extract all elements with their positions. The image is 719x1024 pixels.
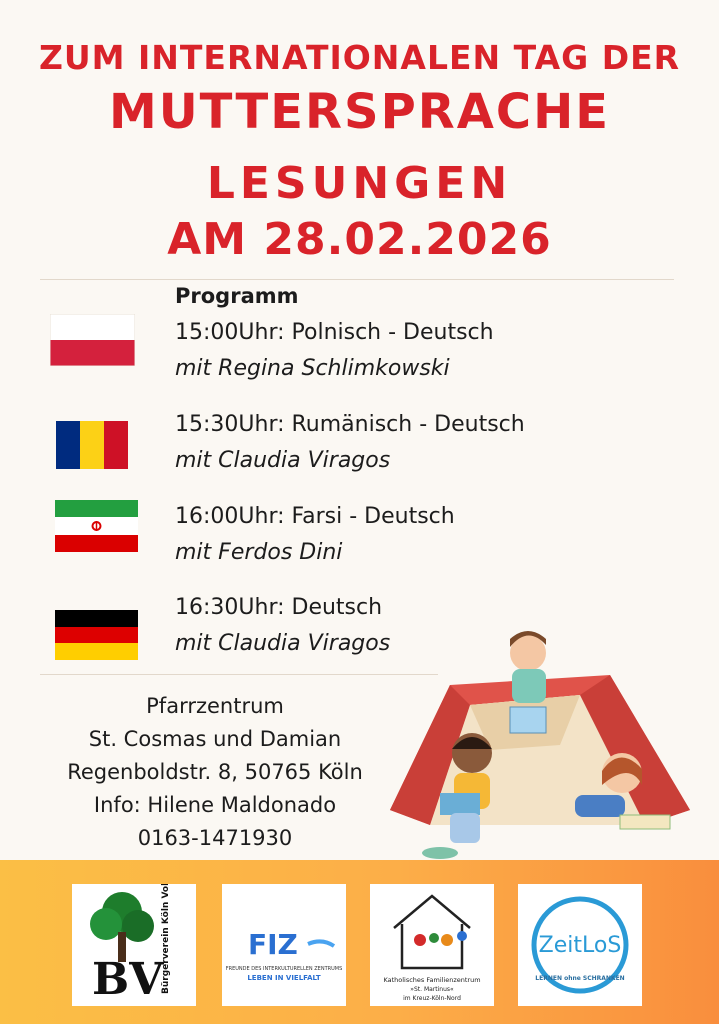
zeitlos-logo (518, 884, 642, 1006)
svg-text:Katholisches Familienzentrum: Katholisches Familienzentrum (383, 976, 481, 984)
title-line-3: LESUNGEN (206, 158, 513, 209)
venue-church: St. Cosmas und Damian (88, 727, 342, 751)
program-title: Programm (175, 284, 299, 308)
entry-time: 15:00Uhr: Polnisch - Deutsch (175, 320, 494, 345)
entry-reader: mit Claudia Viragos (175, 631, 391, 656)
contact-phone: 0163-1471930 (137, 826, 293, 850)
entry-time: 15:30Uhr: Rumänisch - Deutsch (175, 412, 525, 437)
entry-time: 16:30Uhr: Deutsch (175, 595, 383, 620)
top-divider (40, 279, 674, 280)
bv-tree-icon (72, 884, 196, 1006)
program-entry (175, 315, 494, 387)
program-entry (175, 407, 525, 479)
fiz-logo (222, 884, 346, 1006)
program-entry (175, 499, 455, 571)
entry-time: 16:00Uhr: Farsi - Deutsch (175, 504, 455, 529)
family-center-logo (370, 884, 494, 1006)
venue-street: Regenboldstr. 8, 50765 Köln (67, 760, 363, 784)
title-line-1: ZUM INTERNATIONALEN TAG DER (38, 38, 681, 77)
entry-reader: mit Claudia Viragos (175, 448, 391, 473)
venue-address (20, 690, 410, 855)
fiz-wordmark-icon (222, 884, 346, 1006)
bv-logo (72, 884, 196, 1006)
bottom-divider (40, 674, 438, 675)
svg-text:LERNEN ohne SCHRANKEN: LERNEN ohne SCHRANKEN (535, 975, 625, 982)
entry-reader: mit Regina Schlimkowski (175, 356, 450, 381)
svg-text:»St. Martinus«: »St. Martinus« (410, 986, 454, 993)
romania-flag-icon (56, 421, 128, 469)
svg-text:BV: BV (92, 954, 164, 1005)
program-entry (175, 590, 390, 662)
svg-text:ZeitLoS: ZeitLoS (538, 933, 622, 958)
svg-text:LEBEN IN VIELFALT: LEBEN IN VIELFALT (247, 974, 321, 982)
children-reading-illustration (380, 625, 700, 865)
svg-text:FREUNDE DES INTERKULTURELLEN Z: FREUNDE DES INTERKULTURELLEN ZENTRUMS (225, 966, 343, 972)
svg-text:FIZ: FIZ (248, 928, 298, 961)
sponsor-footer (0, 860, 719, 1024)
venue-name: Pfarrzentrum (146, 694, 284, 718)
event-date: AM 28.02.2026 (167, 214, 552, 265)
zeitlos-circle-icon (518, 884, 642, 1006)
house-icon (370, 884, 494, 1006)
poland-flag-icon (50, 314, 135, 366)
svg-text:Bürgerverein Köln Volkhoven-We: Bürgerverein Köln Volkhoven-Weiler e.V. (161, 884, 171, 994)
entry-reader: mit Ferdos Dini (175, 540, 343, 565)
germany-flag-icon (55, 610, 138, 660)
iran-flag-icon (55, 500, 138, 552)
title-line-2: MUTTERSPRACHE (108, 84, 611, 140)
contact-info: Info: Hilene Maldonado (93, 793, 337, 817)
svg-text:im Kreuz-Köln-Nord: im Kreuz-Köln-Nord (403, 995, 461, 1002)
